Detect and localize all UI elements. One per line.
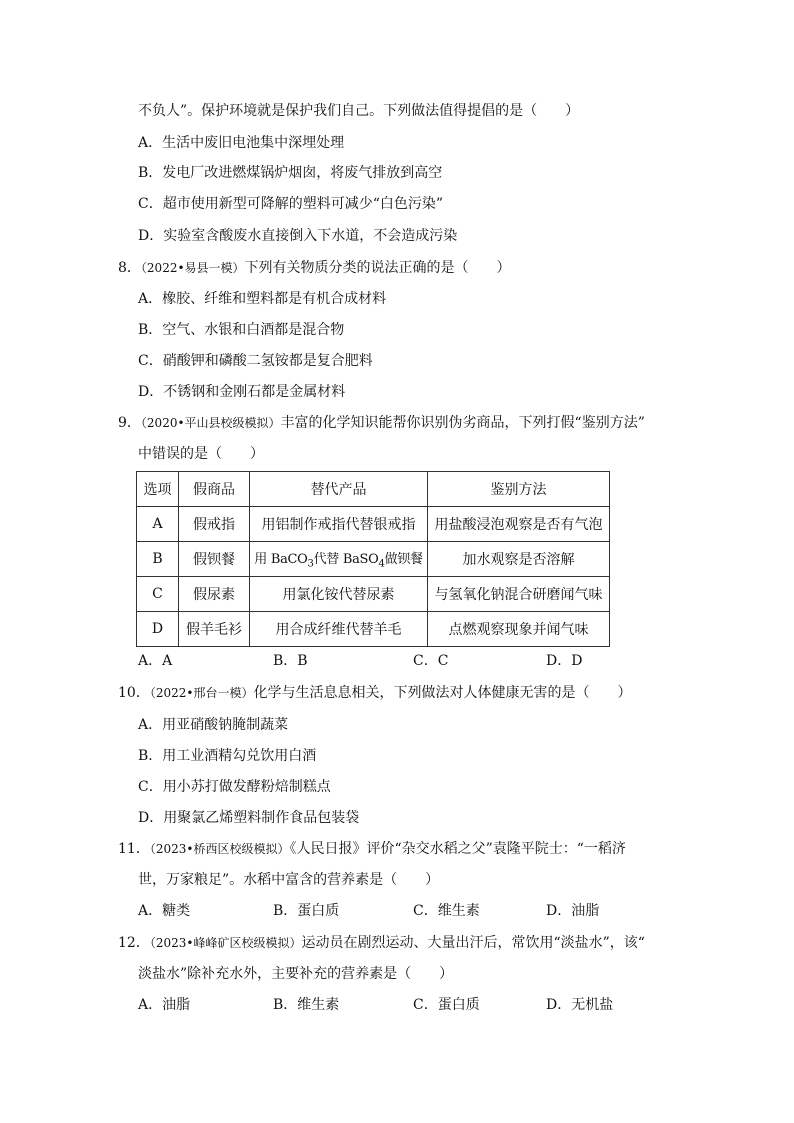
- q12-choice-b: B．维生素: [273, 997, 340, 1013]
- q8-option-d: D．不锈钢和金刚石都是金属材料: [138, 384, 346, 400]
- formula-text-post: 做钡餐: [384, 552, 423, 568]
- table-header-cell: 选项: [137, 472, 179, 507]
- table-row: [137, 507, 610, 542]
- q9-number: 9．: [118, 415, 141, 431]
- q12-choice-a: A．油脂: [138, 997, 191, 1013]
- q9-choice-b: B．B: [273, 653, 308, 669]
- q9-source: （2020•平山县校级模拟）: [140, 416, 281, 430]
- q8-stem: 下列有关物质分类的说法正确的是（ ）: [244, 260, 511, 276]
- q9-table: [136, 471, 610, 647]
- q8-question: [118, 258, 511, 278]
- table-cell: D: [137, 612, 179, 647]
- q11-choice-a: A．糖类: [138, 903, 191, 919]
- table-cell: 用合成纤维代替羊毛: [250, 612, 428, 647]
- q12-choice-c: C．蛋白质: [413, 997, 480, 1013]
- table-cell: 假羊毛衫: [179, 612, 250, 647]
- q8-option-a: A．橡胶、纤维和塑料都是有机合成材料: [138, 291, 387, 307]
- table-cell: 假尿素: [179, 577, 250, 612]
- q10-option-d: D．用聚氯乙烯塑料制作食品包装袋: [138, 810, 360, 826]
- q12-source: （2023•峰峰矿区校级模拟）: [149, 936, 302, 950]
- table-header-cell: 替代产品: [250, 472, 428, 507]
- q9-choice-c: C．C: [413, 653, 449, 669]
- table-cell: 与氢氧化钠混合研磨闻气味: [428, 577, 610, 612]
- q11-stem-line2: 世，万家粮足”。水稻中富含的营养素是（ ）: [138, 872, 440, 888]
- q8-option-c: C．硝酸钾和磷酸二氢铵都是复合肥料: [138, 353, 373, 369]
- q11-choice-d: D．油脂: [546, 903, 600, 919]
- table-header-row: [137, 472, 610, 507]
- q7-option-c: C．超市使用新型可降解的塑料可减少“白色污染”: [138, 196, 444, 212]
- q9-stem: 丰富的化学知识能帮你识别伪劣商品，下列打假“鉴别方法”: [280, 415, 645, 431]
- formula-subscript: 4: [378, 558, 385, 570]
- q11-number: 11．: [118, 841, 150, 857]
- table-cell: 加水观察是否溶解: [428, 542, 610, 577]
- table-cell: C: [137, 577, 179, 612]
- formula-text-mid: 代替 BaSO: [313, 552, 379, 568]
- q9-stem-line2: 中错误的是（ ）: [138, 446, 264, 462]
- q7-option-b: B．发电厂改进燃煤锅炉烟囱，将废气排放到高空: [138, 165, 443, 181]
- q10-stem: 化学与生活息息相关，下列做法对人体健康无害的是（ ）: [253, 685, 632, 701]
- q8-option-b: B．空气、水银和白酒都是混合物: [138, 322, 345, 338]
- formula-text-pre: 用 BaCO: [254, 552, 308, 568]
- table-row: [137, 577, 610, 612]
- q8-source: （2022•易县一模）: [140, 261, 245, 275]
- table-cell: 假戒指: [179, 507, 250, 542]
- table-cell: 用铝制作戒指代替银戒指: [250, 507, 428, 542]
- q10-option-a: A．用亚硝酸钠腌制蔬菜: [138, 717, 289, 733]
- q7-option-a: A．生活中废旧电池集中深埋处理: [138, 135, 345, 151]
- q12-stem-line2: 淡盐水”除补充水外，主要补充的营养素是（ ）: [138, 966, 454, 982]
- table-cell: A: [137, 507, 179, 542]
- q10-option-c: C．用小苏打做发酵粉焙制糕点: [138, 779, 331, 795]
- q11-choice-b: B．蛋白质: [273, 903, 340, 919]
- q9-choice-d: D．D: [546, 653, 583, 669]
- q7-stem-continuation: 不负人”。保护环境就是保护我们自己。下列做法值得提倡的是（ ）: [138, 103, 580, 119]
- q12-choice-d: D．无机盐: [546, 997, 614, 1013]
- q10-question: [118, 683, 631, 703]
- q10-source: （2022•邢台一模）: [149, 686, 254, 700]
- q11-question: [118, 839, 626, 859]
- table-cell: 用盐酸浸泡观察是否有气泡: [428, 507, 610, 542]
- q12-number: 12．: [118, 935, 150, 951]
- table-cell: 用氯化铵代替尿素: [250, 577, 428, 612]
- q9-choice-a: A．A: [138, 653, 173, 669]
- q11-choice-c: C．维生素: [413, 903, 480, 919]
- table-header-cell: 假商品: [179, 472, 250, 507]
- q10-number: 10．: [118, 685, 150, 701]
- formula-subscript: 3: [307, 558, 314, 570]
- q9-question: [118, 413, 645, 433]
- q8-number: 8．: [118, 260, 141, 276]
- q10-option-b: B．用工业酒精勾兑饮用白酒: [138, 748, 317, 764]
- q12-question: [118, 933, 645, 953]
- table-row: [137, 542, 610, 577]
- table-row: [137, 612, 610, 647]
- table-cell: 点燃观察现象并闻气味: [428, 612, 610, 647]
- q7-option-d: D．实验室含酸废水直接倒入下水道，不会造成污染: [138, 228, 458, 244]
- table-header-cell: 鉴别方法: [428, 472, 610, 507]
- q11-source: （2023•桥西区校级模拟）: [149, 842, 290, 856]
- q11-stem: 《人民日报》评价“杂交水稻之父”袁隆平院士：“一稻济: [289, 841, 626, 857]
- q12-stem: 运动员在剧烈运动、大量出汗后，常饮用“淡盐水”，该“: [301, 935, 645, 951]
- table-cell: 假钡餐: [179, 542, 250, 577]
- table-cell-formula: [250, 542, 428, 577]
- table-cell: B: [137, 542, 179, 577]
